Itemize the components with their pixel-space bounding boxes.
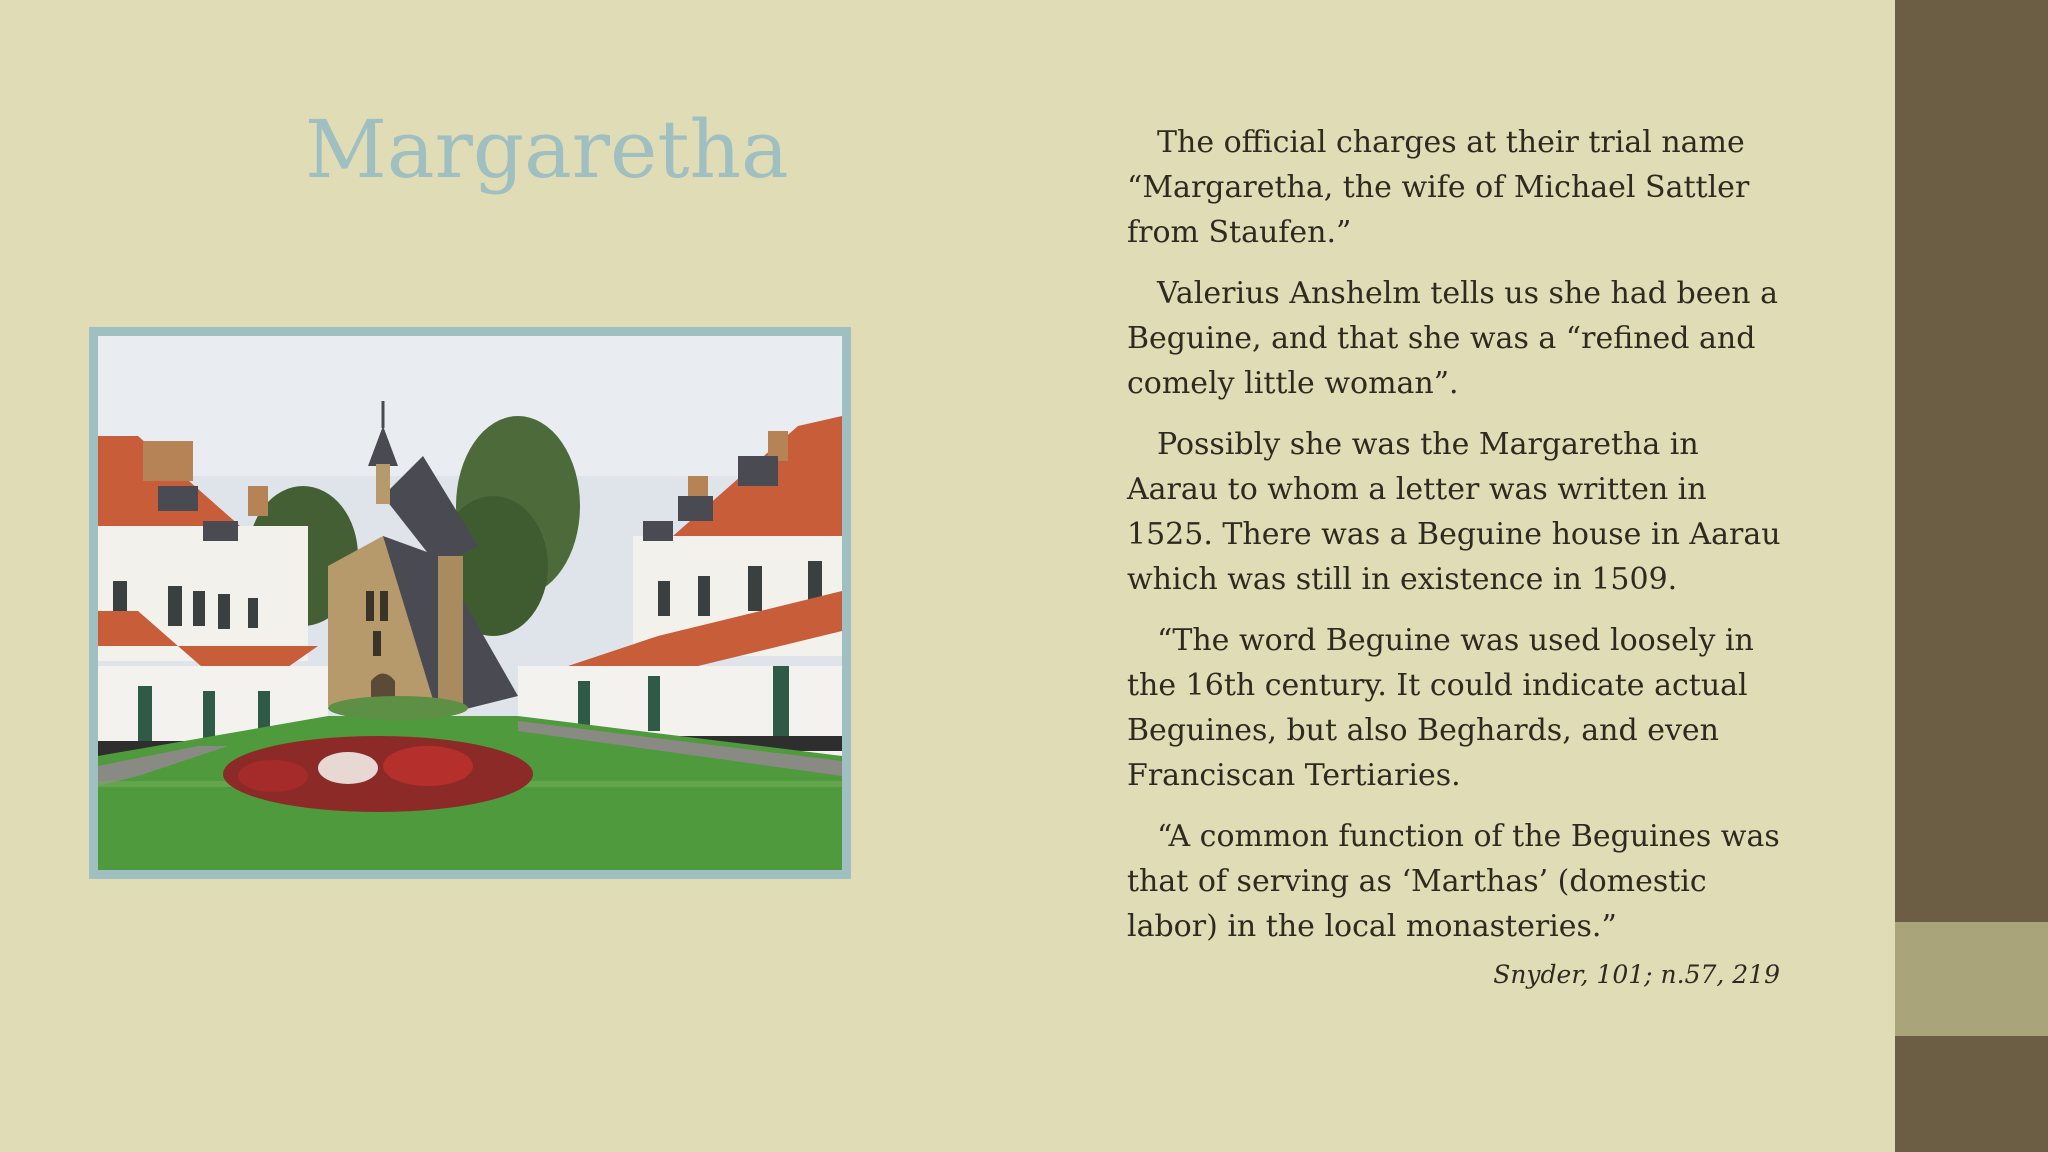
citation: Snyder, 101; n.57, 219 <box>1493 960 1780 989</box>
photo-frame <box>89 327 851 879</box>
paragraph: Valerius Anshelm tells us she had been a Beguine, and that she was a “refined and comely little woman”. <box>1127 276 1778 401</box>
paragraph: The official charges at their trial name “Margaretha, the wife of Michael Sattler from Staufen.” <box>1127 125 1750 250</box>
sidebar-accent-block <box>1895 922 2048 1036</box>
slide-title: Margaretha <box>305 103 789 196</box>
paragraph: “The word Beguine was used loosely in the 16th century. It could indicate actual Beguines, but also Beghards, and even Franciscan Tertiaries. <box>1127 623 1754 793</box>
paragraph: “A common function of the Beguines was that of serving as ‘Marthas’ (domestic labor) in the local monasteries.” <box>1127 819 1780 944</box>
body-text <box>1127 120 1787 965</box>
paragraph: Possibly she was the Margaretha in Aarau to whom a letter was written in 1525. There was a Beguine house in Aarau which was still in existence in 1509. <box>1127 427 1781 597</box>
beguinage-photo <box>98 336 842 870</box>
